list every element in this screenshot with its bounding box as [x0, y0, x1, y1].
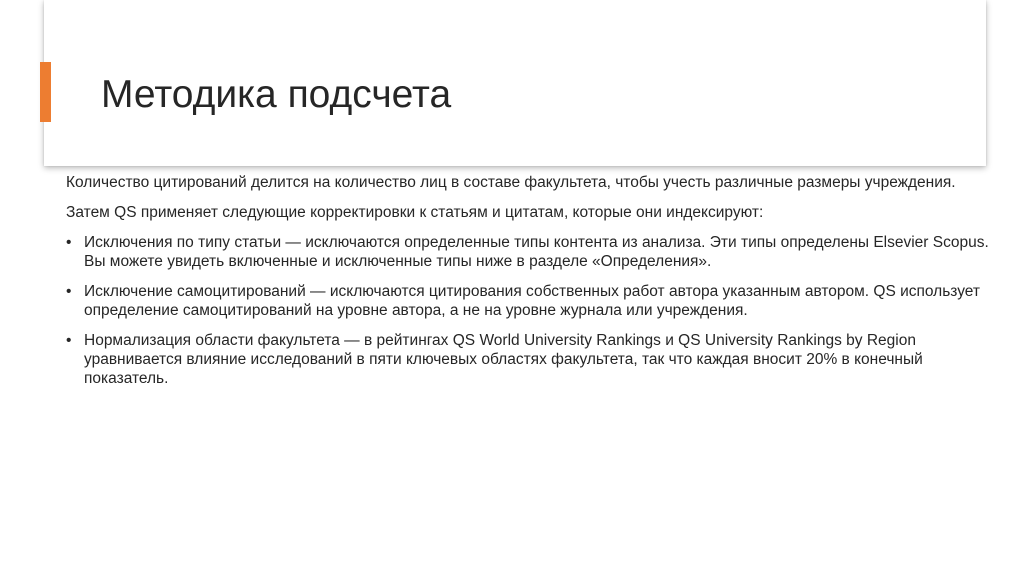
slide-title: Методика подсчета	[101, 73, 452, 116]
title-accent-bar	[40, 62, 51, 122]
bullet-icon: •	[66, 332, 72, 349]
list-item-text: Исключения по типу статьи — исключаются определенные типы контента из анализа. Эти типы определены Elsevier Scopus. Вы можете увидеть включенные и исключенные типы ниже в разделе «Определения».	[84, 234, 989, 270]
list-item-text: Нормализация области факультета — в рейтингах QS World University Rankings и QS University Rankings by Region уравнивается влияние исследований в пяти ключевых областях факультета, так что каждая вносит 20% в конечный показатель.	[84, 332, 923, 387]
bullet-icon: •	[66, 283, 72, 300]
body-paragraph-1: Количество цитирований делится на количество лиц в составе факультета, чтобы учесть различные размеры учреждения.	[66, 174, 956, 191]
list-item-text: Исключение самоцитирований — исключаются цитирования собственных работ автора указанным автором. QS использует определение самоцитирований на уровне автора, а не на уровне журнала или учреждения.	[84, 283, 981, 319]
list-item-article-type-exclusions	[66, 233, 1006, 271]
bullet-icon: •	[66, 234, 72, 251]
list-item-faculty-area-normalization	[66, 331, 1006, 388]
slide-body	[66, 173, 1006, 399]
list-item-self-citation-exclusion	[66, 282, 1006, 320]
body-paragraph-2: Затем QS применяет следующие корректировки к статьям и цитатам, которые они индексируют:	[66, 204, 764, 221]
adjustments-list	[66, 233, 1006, 388]
